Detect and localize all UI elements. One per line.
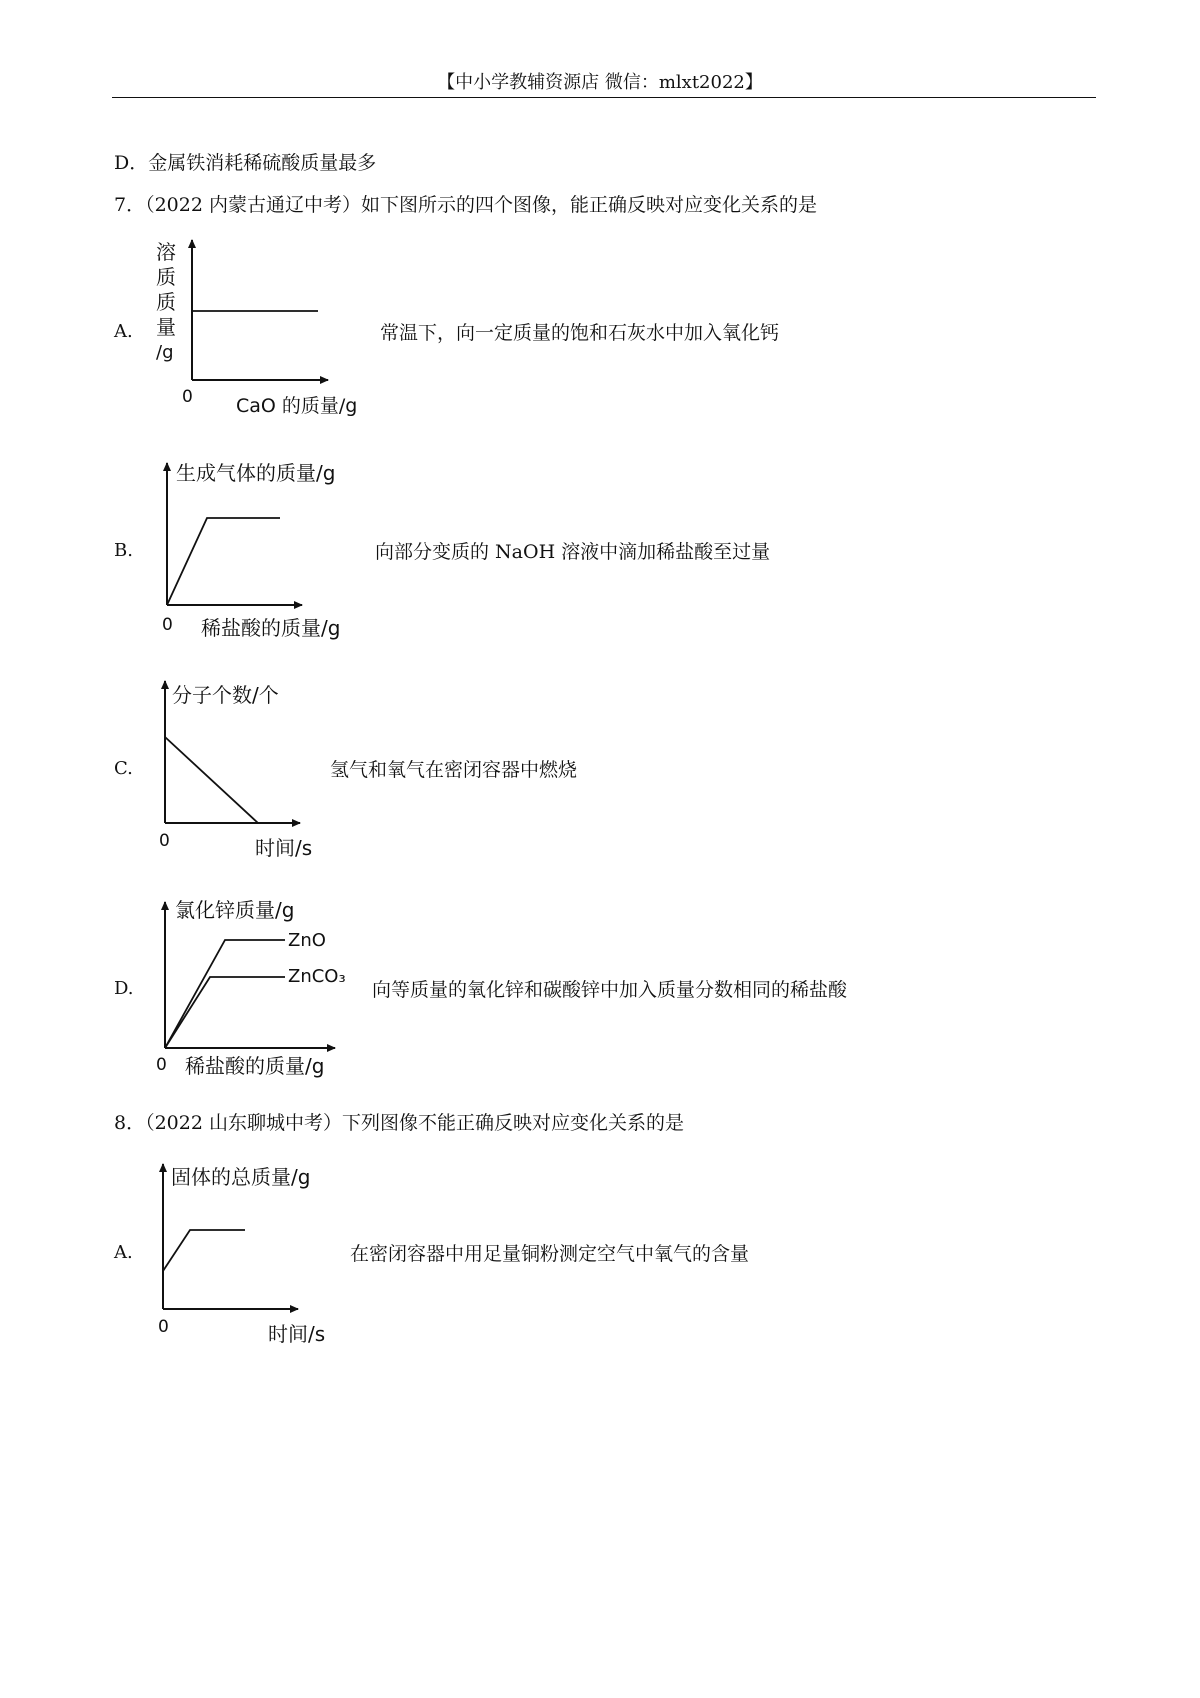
q7-b-curve: [167, 518, 280, 605]
q7-a-ylabel-5: /g: [156, 342, 174, 363]
q7-a-graph: [150, 232, 370, 418]
q8-option-a-letter: A.: [114, 1242, 133, 1263]
q7-b-origin: 0: [162, 615, 173, 635]
q7-a-origin: 0: [182, 387, 193, 407]
q7-b-ylabel: 生成气体的质量/g: [176, 461, 336, 485]
header-rule: [112, 97, 1096, 98]
q7-option-d-desc: 向等质量的氧化锌和碳酸锌中加入质量分数相同的稀盐酸: [372, 979, 848, 1001]
q7-d-series-zno: ZnO: [288, 930, 326, 951]
q7-option-a-desc: 常温下，向一定质量的饱和石灰水中加入氧化钙: [380, 322, 780, 344]
q8-a-graph: [150, 1160, 350, 1350]
q7-b-graph: [150, 455, 370, 645]
q8-a-ylabel: 固体的总质量/g: [171, 1165, 311, 1189]
q7-option-c-letter: C.: [114, 758, 133, 779]
q8-option-a-desc: 在密闭容器中用足量铜粉测定空气中氧气的含量: [350, 1243, 750, 1265]
q7-d-xlabel: 稀盐酸的质量/g: [185, 1054, 325, 1078]
q7-c-ylabel: 分子个数/个: [172, 683, 279, 707]
q7-option-a-letter: A.: [114, 321, 133, 342]
q7-a-ylabel-3: 质: [156, 290, 176, 314]
q7-b-xlabel: 稀盐酸的质量/g: [201, 616, 341, 640]
q7-d-ylabel: 氯化锌质量/g: [175, 898, 295, 922]
q7-c-curve: [165, 737, 258, 823]
q7-d-graph: [150, 890, 370, 1085]
q7-option-c-desc: 氢气和氧气在密闭容器中燃烧: [330, 759, 578, 781]
q7-a-ylabel-2: 质: [156, 265, 176, 289]
q7-c-graph: [150, 675, 350, 865]
prev-option-d: D．金属铁消耗稀硫酸质量最多: [114, 152, 377, 174]
q8-a-xlabel: 时间/s: [268, 1322, 326, 1346]
q7-c-xlabel: 时间/s: [255, 836, 313, 860]
page-header: 【中小学教辅资源店 微信：mlxt2022】: [437, 72, 763, 93]
q7-a-ylabel-4: 量: [156, 315, 176, 339]
q7-d-origin: 0: [156, 1055, 167, 1075]
q7-option-b-desc: 向部分变质的 NaOH 溶液中滴加稀盐酸至过量: [375, 541, 771, 563]
q7-d-curve-znco3: [165, 977, 285, 1048]
q8-a-origin: 0: [158, 1317, 169, 1337]
q7-option-b-letter: B.: [114, 540, 133, 561]
q8-a-curve: [163, 1230, 245, 1271]
question-7-stem: 7．（2022 内蒙古通辽中考）如下图所示的四个图像，能正确反映对应变化关系的是: [114, 194, 817, 216]
q7-c-origin: 0: [159, 831, 170, 851]
q7-a-ylabel-1: 溶: [156, 240, 176, 264]
q7-a-xlabel: CaO 的质量/g: [236, 395, 358, 417]
q7-d-curve-zno: [165, 940, 285, 1048]
q7-d-series-znco3: ZnCO₃: [288, 966, 346, 987]
q7-option-d-letter: D.: [114, 978, 134, 999]
question-8-stem: 8．（2022 山东聊城中考）下列图像不能正确反映对应变化关系的是: [114, 1112, 684, 1134]
